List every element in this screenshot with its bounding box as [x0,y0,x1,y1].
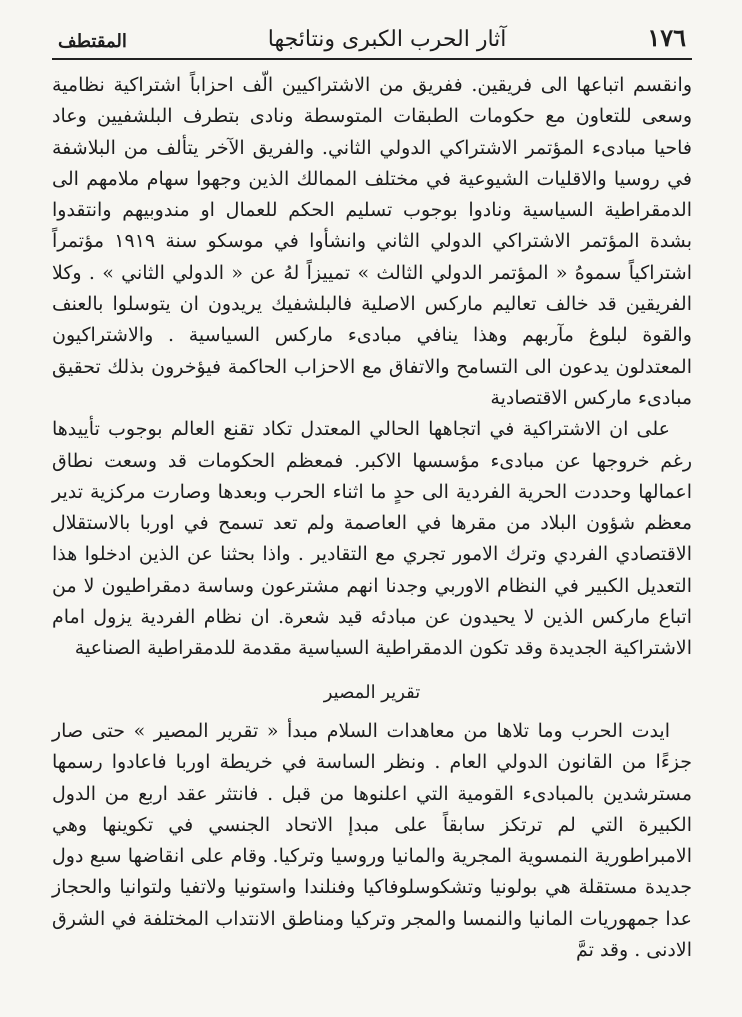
running-title: آثار الحرب الكبرى ونتائجها [267,27,507,52]
article-body [52,60,692,966]
page-number: ١٧٦ [647,23,686,52]
page-header [52,22,692,60]
section-paragraph: ايدت الحرب وما تلاها من معاهدات السلام مبدأ « تقرير المصير » حتى صار جزءًا من القانون الدولي العام . ونظر الساسة في خريطة اوربا فاعادوا رسمها مسترشدين بالمبادىء القومية التي اعلنوها من قبل . فانتثر عقد اربع من الدول الكبيرة التي لم ترتكز سابقاً على مبدإ الاتحاد الجنسي في تكوينها وهي الامبراطورية النمسوية المجرية والمانيا وروسيا وتركيا. وقام على انقاضها سبع دول جديدة مستقلة هي بولونيا وتشكوسلوفاكيا وفنلندا واستونيا ولاتفيا ولتوانيا والحجاز عدا جمهوريات المانيا والنمسا والمجر وتركيا ومناطق الانتداب المختلفة في الشرق الادنى . وقد تمَّ [52,719,692,962]
section-title: تقرير المصير [323,681,421,703]
magazine-name: المقتطف [58,31,127,52]
paragraph-2: على ان الاشتراكية في اتجاهها الحالي المعتدل تكاد تقنع العالم بوجوب تأييدها رغم خروجها عن مبادىء مؤسسها الاكبر. فمعظم الحكومات قد وسعت نطاق اعمالها وحددت الحرية الفردية الى حدٍ ما اثناء الحرب وبعدها وصارت مركزية تدير معظم شؤون البلاد من مقرها في العاصمة ولم تعد تسمح في اوربا بالاستقلال الاقتصادي الفردي وترك الامور تجري مع التقادير . واذا بحثنا عن الذين ادخلوا هذا التعديل الكبير في النظام الاوربي وجدنا انهم مشترعون وساسة دمقراطيون لا من اتباع ماركس الذين لا يحيدون عن مبادئه قيد شعرة. ان نظام الفردية يزول امام الاشتراكية الجديدة وقد تكون الدمقراطية السياسية مقدمة للدمقراطية الصناعية [52,418,692,660]
paragraph-1: وانقسم اتباعها الى فريقين. ففريق من الاشتراكيين الّف احزاباً اشتراكية نظامية وسعى للتعاون مع حكومات الطبقات المتوسطة ونادى بتطرف البلشفيين وعاد فاحيا مبادىء المؤتمر الاشتراكي الدولي الثاني. والفريق الآخر يتألف من البلاشفة في روسيا والاقليات الشيوعية في مختلف الممالك الذين وجهوا سهام ملامهم الى الدمقراطية السياسية ونادوا بوجوب تسليم الحكم للعمال او مندوبيهم وانتقدوا بشدة المؤتمر الاشتراكي الدولي الثاني وانشأوا في موسكو سنة ١٩١٩ مؤتمراً اشتراكياً سموهُ « المؤتمر الدولي الثالث » تمييزاً لهُ عن « الدولي الثاني » . وكلا الفريقين قد خالف تعاليم ماركس الاصلية فالبلشفيك يريدون ان يتوسلوا بالعنف والقوة لبلوغ مآربهم وهذا ينافي مبادىء ماركس السياسية . والاشتراكيون المعتدلون يدعون الى التسامح والاتفاق مع الاحزاب الحاكمة فيؤخرون بذلك تحقيق مبادىء ماركس الاقتصادية [52,74,693,409]
